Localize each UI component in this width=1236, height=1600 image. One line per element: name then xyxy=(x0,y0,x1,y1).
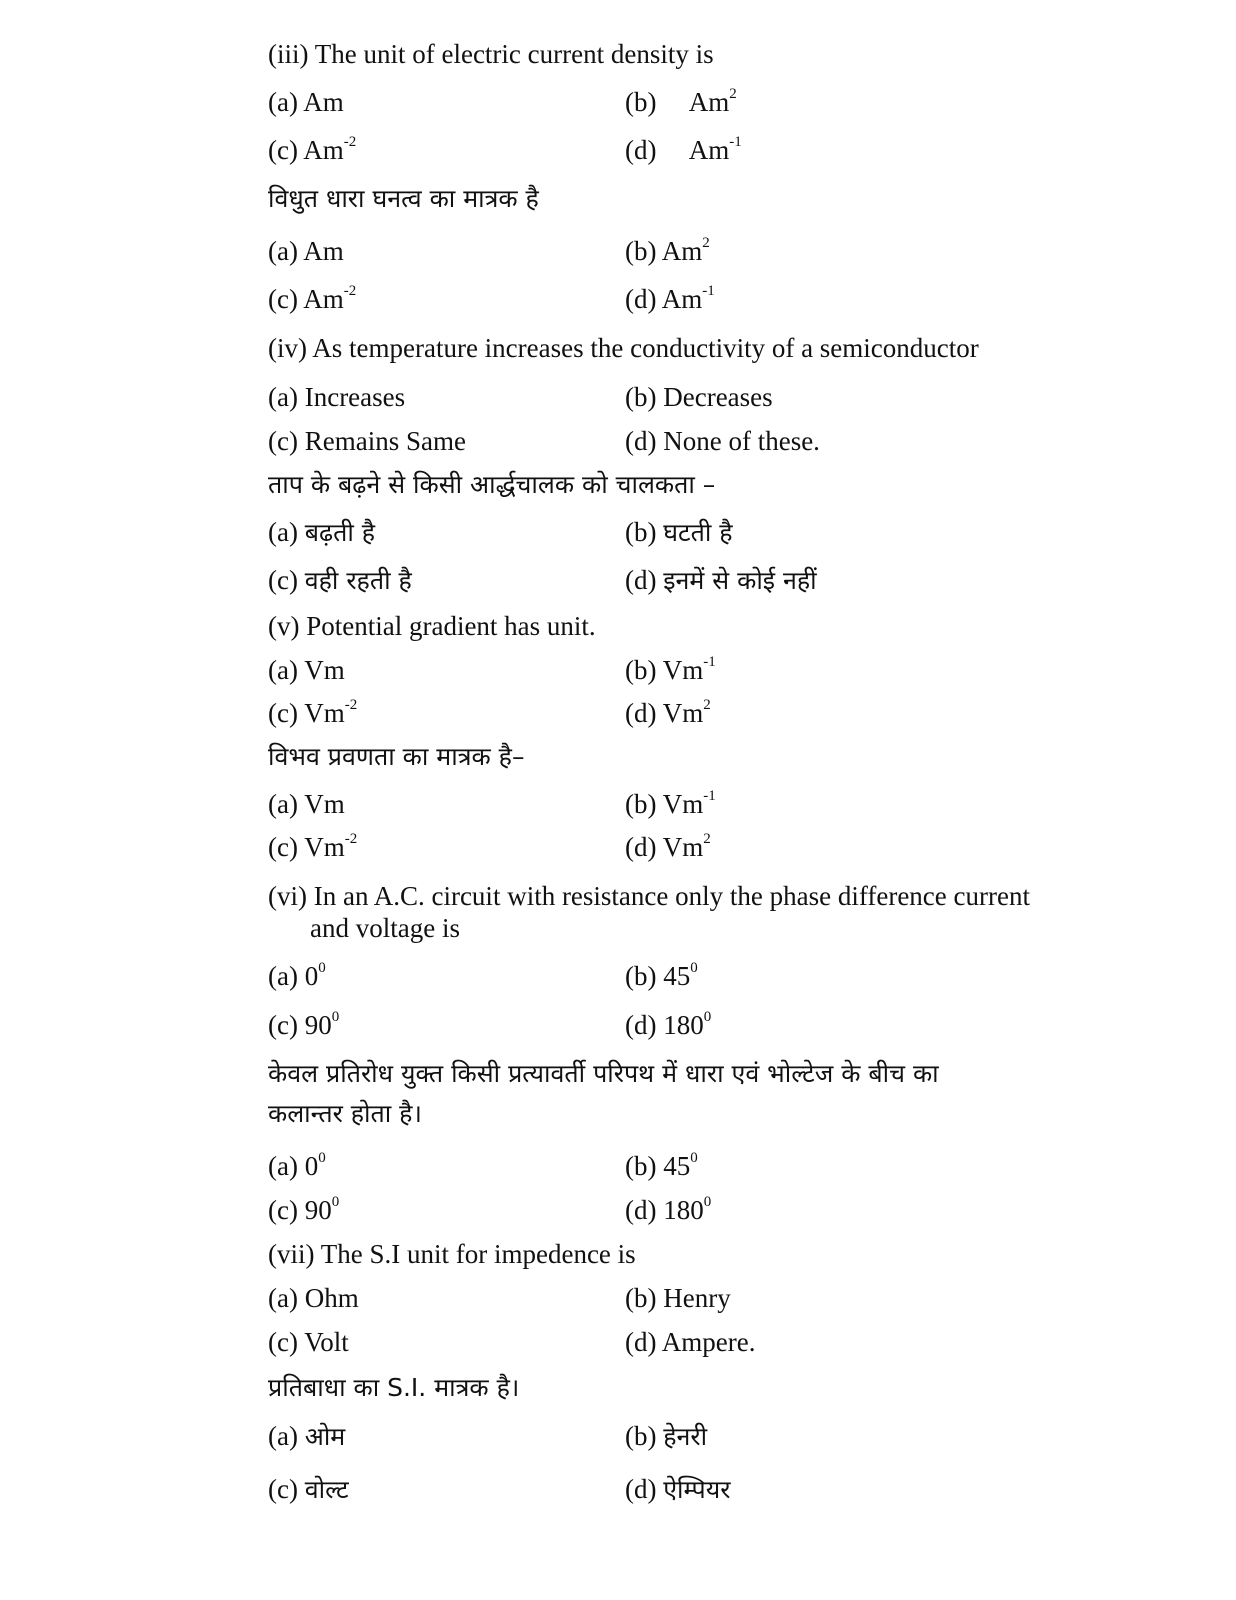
option-b: (b) हेनरी xyxy=(625,1421,708,1451)
option-b: (b) $45^0$ xyxy=(625,960,698,991)
question-vii-hindi: प्रतिबाधा का S.I. मात्रक है। xyxy=(268,1373,520,1402)
question-vi-english-cont: and voltage is xyxy=(310,913,460,943)
question-iii-hindi: विधुत धारा घनत्व का मात्रक है xyxy=(268,184,539,213)
question-vi-hindi-cont: कलान्तर होता है। xyxy=(268,1099,422,1128)
option-c: (c) $Vm^{-2}$ xyxy=(268,697,358,728)
option-a: (a) $0^0$ xyxy=(268,1150,326,1181)
option-d: (d) $180^0$ xyxy=(625,1194,712,1225)
option-d: (d) $180^0$ xyxy=(625,1009,712,1040)
option-a: (a) ओम xyxy=(268,1421,346,1451)
question-vii-english: (vii) The S.I unit for impedence is xyxy=(268,1239,636,1269)
question-iv-english: (iv) As temperature increases the conductivity of a semiconductor xyxy=(268,333,979,363)
option-b: (b) $Vm^{-1}$ xyxy=(625,788,716,819)
option-a: (a) बढ़ती है xyxy=(268,517,376,547)
question-iv-hindi: ताप के बढ़ने से किसी आर्द्धचालक को चालकता – xyxy=(268,470,716,499)
option-a: (a) Vm xyxy=(268,655,345,685)
option-a: (a) Vm xyxy=(268,789,345,819)
option-d: (d) $Am^{-1}$ xyxy=(625,134,742,165)
option-c: (c) $90^0$ xyxy=(268,1194,340,1225)
option-d: (d) $Am^{-1}$ xyxy=(625,283,715,314)
option-d: (d) Ampere. xyxy=(625,1327,756,1357)
option-b: (b) Decreases xyxy=(625,382,773,412)
option-a: (a) Increases xyxy=(268,382,406,412)
option-b: (b) Henry xyxy=(625,1283,731,1313)
option-c: (c) Remains Same xyxy=(268,426,466,456)
option-c: (c) वही रहती है xyxy=(268,565,412,595)
option-b: (b) घटती है xyxy=(625,517,733,547)
option-c: (c) वोल्ट xyxy=(268,1474,349,1504)
question-vi-english: (vi) In an A.C. circuit with resistance only the phase difference current xyxy=(268,881,1030,911)
option-c: (c) Volt xyxy=(268,1327,349,1357)
option-b: (b) Am$^2$ xyxy=(625,235,710,266)
option-b: (b) $45^0$ xyxy=(625,1150,698,1181)
option-d: (d) ऐम्पियर xyxy=(625,1474,731,1504)
option-c: (c) $90^0$ xyxy=(268,1009,340,1040)
option-a: (a) Am xyxy=(268,87,344,117)
option-a: (a) Am xyxy=(268,236,344,266)
option-d: (d) Vm$^2$ xyxy=(625,697,711,728)
question-v-hindi: विभव प्रवणता का मात्रक है– xyxy=(268,742,525,771)
option-a: (a) $0^0$ xyxy=(268,960,326,991)
option-d: (d) Vm$^2$ xyxy=(625,831,711,862)
question-vi-hindi: केवल प्रतिरोध युक्त किसी प्रत्यावर्ती परिपथ में धारा एवं भोल्टेज के बीच का xyxy=(268,1059,939,1088)
option-a: (a) Ohm xyxy=(268,1283,359,1313)
option-b: (b) Am$^2$ xyxy=(625,86,737,117)
question-v-english: (v) Potential gradient has unit. xyxy=(268,611,596,641)
option-d: (d) None of these. xyxy=(625,426,820,456)
option-c: (c) $Am^{-2}$ xyxy=(268,134,357,165)
option-b: (b) $Vm^{-1}$ xyxy=(625,654,716,685)
question-iii-english: (iii) The unit of electric current density is xyxy=(268,39,714,69)
option-d: (d) इनमें से कोई नहीं xyxy=(625,565,817,595)
option-c: (c) $Vm^{-2}$ xyxy=(268,831,358,862)
option-c: (c) $Am^{-2}$ xyxy=(268,283,357,314)
